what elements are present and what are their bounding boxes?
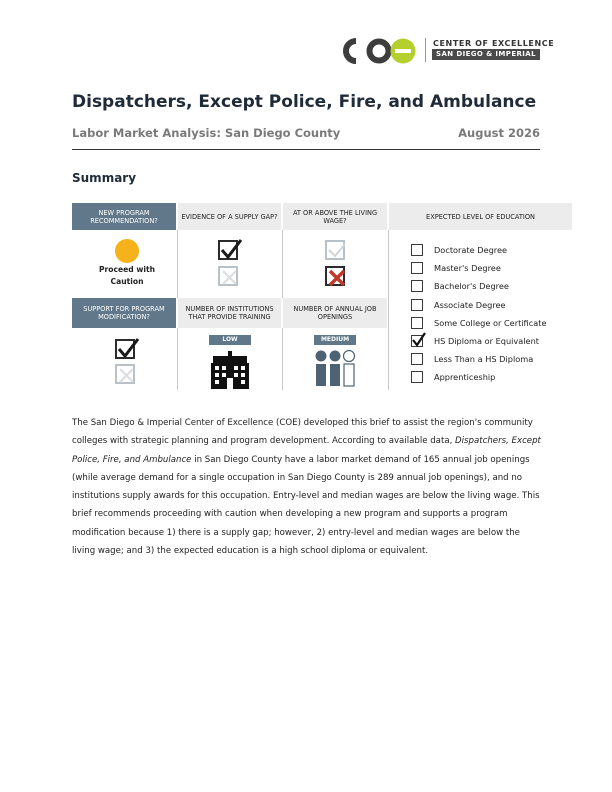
header-supply-gap: EVIDENCE OF A SUPPLY GAP? <box>178 203 281 230</box>
paragraph-text: The San Diego & Imperial Center of Excellence (COE) developed this brief to assist the region's community colleges with strategic planning and program development. According to available data, <box>72 418 533 447</box>
education-checkbox <box>411 353 423 365</box>
education-checkbox <box>411 335 423 347</box>
supply-gap-yes-checkbox <box>218 240 238 260</box>
checkmark-icon <box>218 238 244 262</box>
header-institutions: NUMBER OF INSTITUTIONS THAT PROVIDE TRAINING <box>178 298 281 328</box>
grid-divider <box>282 328 283 390</box>
education-level-label: HS Diploma or Equivalent <box>434 336 539 346</box>
institutions-level-badge: LOW <box>209 335 251 345</box>
support-mod-no-checkbox <box>115 364 135 384</box>
openings-level-badge: MEDIUM <box>314 335 356 345</box>
education-level-label: Some College or Certificate <box>434 317 547 328</box>
header-support-modification: SUPPORT FOR PROGRAM MODIFICATION? <box>72 298 176 328</box>
occupation-name: Dispatchers, Except Police, Fire, and Ambulance <box>72 436 541 465</box>
living-wage-no-checkbox <box>325 266 345 286</box>
education-checkbox <box>411 299 423 311</box>
education-checkbox <box>411 280 423 292</box>
people-icon <box>314 350 358 388</box>
header-education: EXPECTED LEVEL OF EDUCATION <box>389 203 572 230</box>
education-checkbox <box>411 262 423 274</box>
faded-check-icon <box>325 238 349 262</box>
education-level-label: Master's Degree <box>434 263 501 274</box>
header-new-program: NEW PROGRAM RECOMMENDATION? <box>72 203 176 230</box>
grid-divider <box>177 328 178 390</box>
education-checkbox <box>411 371 423 383</box>
paragraph-text: in San Diego County have a labor market demand of 165 annual job openings (while average demand for a single occupation in San Diego County is 289 annual job openings), and no institutions supply awards for this occupation. Entry-level and median wages are below the living wage. This brief recommends proceeding with caution when developing a new program and supports a program modification because 1) there is a supply gap; however, 2) entry-level and median wages are below the living wage; and 3) the expected education is a high school diploma or equivalent. <box>72 454 540 557</box>
checkmark-icon <box>411 332 427 348</box>
education-level-label: Doctorate Degree <box>434 245 508 255</box>
report-date: August 2026 <box>458 126 540 140</box>
support-mod-yes-checkbox <box>115 339 135 359</box>
grid-divider <box>282 230 283 298</box>
grid-divider <box>177 230 178 298</box>
page-title: Dispatchers, Except Police, Fire, and Ambulance <box>72 92 537 112</box>
education-checkbox <box>411 317 423 329</box>
faded-x-icon <box>115 362 139 386</box>
education-level-label: Apprenticeship <box>434 372 496 383</box>
summary-paragraph <box>72 414 544 560</box>
supply-gap-no-checkbox <box>218 266 238 286</box>
title-divider <box>72 149 540 150</box>
institution-building-icon <box>209 351 251 389</box>
education-level-label: Associate Degree <box>434 299 506 310</box>
education-checkbox <box>411 244 423 256</box>
education-level-label: Less Than a HS Diploma <box>434 354 534 365</box>
header-living-wage: AT OR ABOVE THE LIVING WAGE? <box>283 203 387 230</box>
header-job-openings: NUMBER OF ANNUAL JOB OPENINGS <box>283 298 387 328</box>
section-heading-summary: Summary <box>72 171 137 185</box>
org-name-line2: SAN DIEGO & IMPERIAL <box>432 49 540 60</box>
living-wage-yes-checkbox <box>325 240 345 260</box>
checkmark-icon <box>115 337 141 361</box>
faded-x-icon <box>218 264 242 288</box>
red-x-icon <box>325 264 349 288</box>
recommendation-status-icon <box>115 239 139 263</box>
recommendation-label: Proceed with Caution <box>98 265 156 286</box>
page-subtitle: Labor Market Analysis: San Diego County <box>72 126 341 140</box>
logo-divider <box>425 38 426 62</box>
education-level-label: Bachelor's Degree <box>434 281 509 292</box>
coe-logo <box>343 37 417 65</box>
grid-divider <box>388 230 389 390</box>
org-name-line1: CENTER OF EXCELLENCE <box>433 39 555 48</box>
